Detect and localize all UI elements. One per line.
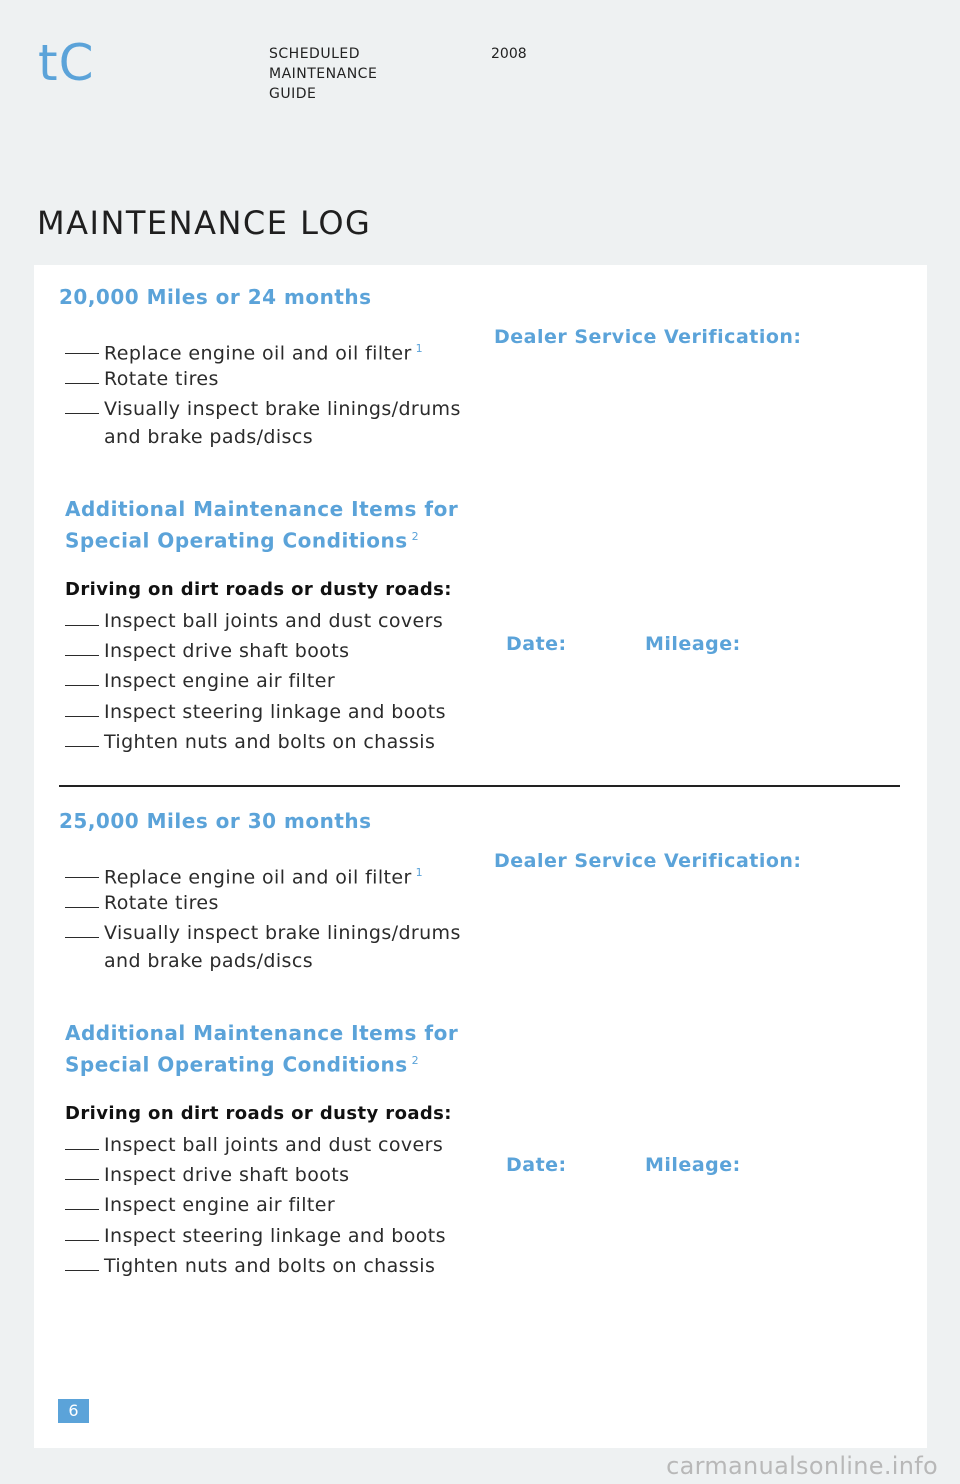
checklist-item (65, 1252, 435, 1280)
task-text-continued: and brake pads/discs (104, 950, 314, 972)
checklist-item (65, 607, 443, 635)
additional-heading-line: Special Operating Conditions $^2$ (65, 1052, 420, 1077)
maintenance-log-panel (34, 265, 927, 1448)
checkbox-blank[interactable] (65, 335, 99, 354)
task-text-continued: and brake pads/discs (104, 426, 314, 448)
dealer-verification-label: Dealer Service Verification: (494, 326, 802, 348)
checkbox-blank[interactable] (65, 1131, 99, 1150)
checklist-item (65, 889, 219, 917)
checkbox-blank[interactable] (65, 637, 99, 656)
checkbox-blank[interactable] (65, 365, 99, 384)
footnote-marker: 1 (415, 342, 424, 355)
guide-title-line: GUIDE (269, 86, 317, 102)
task-text: Tighten nuts and bolts on chassis (104, 731, 436, 753)
date-label: Date: (506, 633, 567, 655)
task-text: Inspect steering linkage and boots (104, 1225, 446, 1247)
mileage-label: Mileage: (645, 633, 741, 655)
footnote-marker: 1 (415, 866, 424, 879)
checkbox-blank[interactable] (65, 1222, 99, 1241)
checkbox-blank[interactable] (65, 728, 99, 747)
checkbox-blank[interactable] (65, 395, 99, 414)
additional-heading-line: Special Operating Conditions $^2$ (65, 528, 420, 553)
guide-title-line: SCHEDULED (269, 46, 360, 62)
task-text: Tighten nuts and bolts on chassis (104, 1255, 436, 1277)
additional-items-heading (65, 1019, 458, 1079)
checklist-item (65, 395, 461, 423)
checkbox-blank[interactable] (65, 607, 99, 626)
checkbox-blank[interactable] (65, 859, 99, 878)
footnote-marker: 2 (411, 530, 420, 543)
checklist-item (65, 728, 435, 756)
checklist-item (65, 698, 446, 726)
checklist-item (65, 1191, 335, 1219)
checklist-item (65, 919, 461, 947)
checklist-item (65, 1222, 446, 1250)
checkbox-blank[interactable] (65, 889, 99, 908)
task-text: Replace engine oil and oil filter (104, 866, 412, 889)
task-text: Inspect drive shaft boots (104, 640, 350, 662)
footnote-marker: 2 (411, 1054, 420, 1067)
additional-heading-line: Additional Maintenance Items for (65, 497, 459, 521)
dealer-verification-label: Dealer Service Verification: (494, 850, 802, 872)
checklist-item (65, 859, 423, 891)
task-text: Inspect engine air filter (104, 1194, 336, 1216)
checklist-item (65, 335, 423, 367)
page-number: 6 (58, 1399, 89, 1423)
checklist-item (65, 1161, 349, 1189)
task-text: Inspect steering linkage and boots (104, 701, 446, 723)
task-text: Replace engine oil and oil filter (104, 342, 412, 365)
interval-title: 20,000 Miles or 24 months (59, 285, 372, 309)
checkbox-blank[interactable] (65, 667, 99, 686)
guide-title (269, 44, 377, 104)
task-text: Visually inspect brake linings/drums (104, 922, 461, 944)
mileage-label: Mileage: (645, 1154, 741, 1176)
checklist-item (65, 365, 219, 393)
task-text: Visually inspect brake linings/drums (104, 398, 461, 420)
model-year: 2008 (491, 46, 527, 62)
task-text: Inspect drive shaft boots (104, 1164, 350, 1186)
checkbox-blank[interactable] (65, 1191, 99, 1210)
checkbox-blank[interactable] (65, 1252, 99, 1271)
task-text: Inspect ball joints and dust covers (104, 610, 444, 632)
additional-heading-line: Additional Maintenance Items for (65, 1021, 459, 1045)
checklist-item (65, 667, 335, 695)
model-logo: tC (38, 34, 95, 92)
task-text: Rotate tires (104, 368, 219, 390)
checkbox-blank[interactable] (65, 698, 99, 717)
additional-items-heading (65, 495, 458, 555)
task-text: Inspect ball joints and dust covers (104, 1134, 444, 1156)
task-text: Inspect engine air filter (104, 670, 336, 692)
checklist-item (65, 1131, 443, 1159)
interval-title: 25,000 Miles or 30 months (59, 809, 372, 833)
guide-title-line: MAINTENANCE (269, 66, 378, 82)
condition-heading: Driving on dirt roads or dusty roads: (65, 579, 452, 600)
condition-heading: Driving on dirt roads or dusty roads: (65, 1103, 452, 1124)
checkbox-blank[interactable] (65, 1161, 99, 1180)
checkbox-blank[interactable] (65, 919, 99, 938)
task-text: Rotate tires (104, 892, 219, 914)
checklist-item (65, 637, 349, 665)
page-title: MAINTENANCE LOG (37, 204, 372, 242)
section-divider (59, 785, 900, 787)
date-label: Date: (506, 1154, 567, 1176)
watermark: carmanualsonline.info (666, 1452, 938, 1480)
